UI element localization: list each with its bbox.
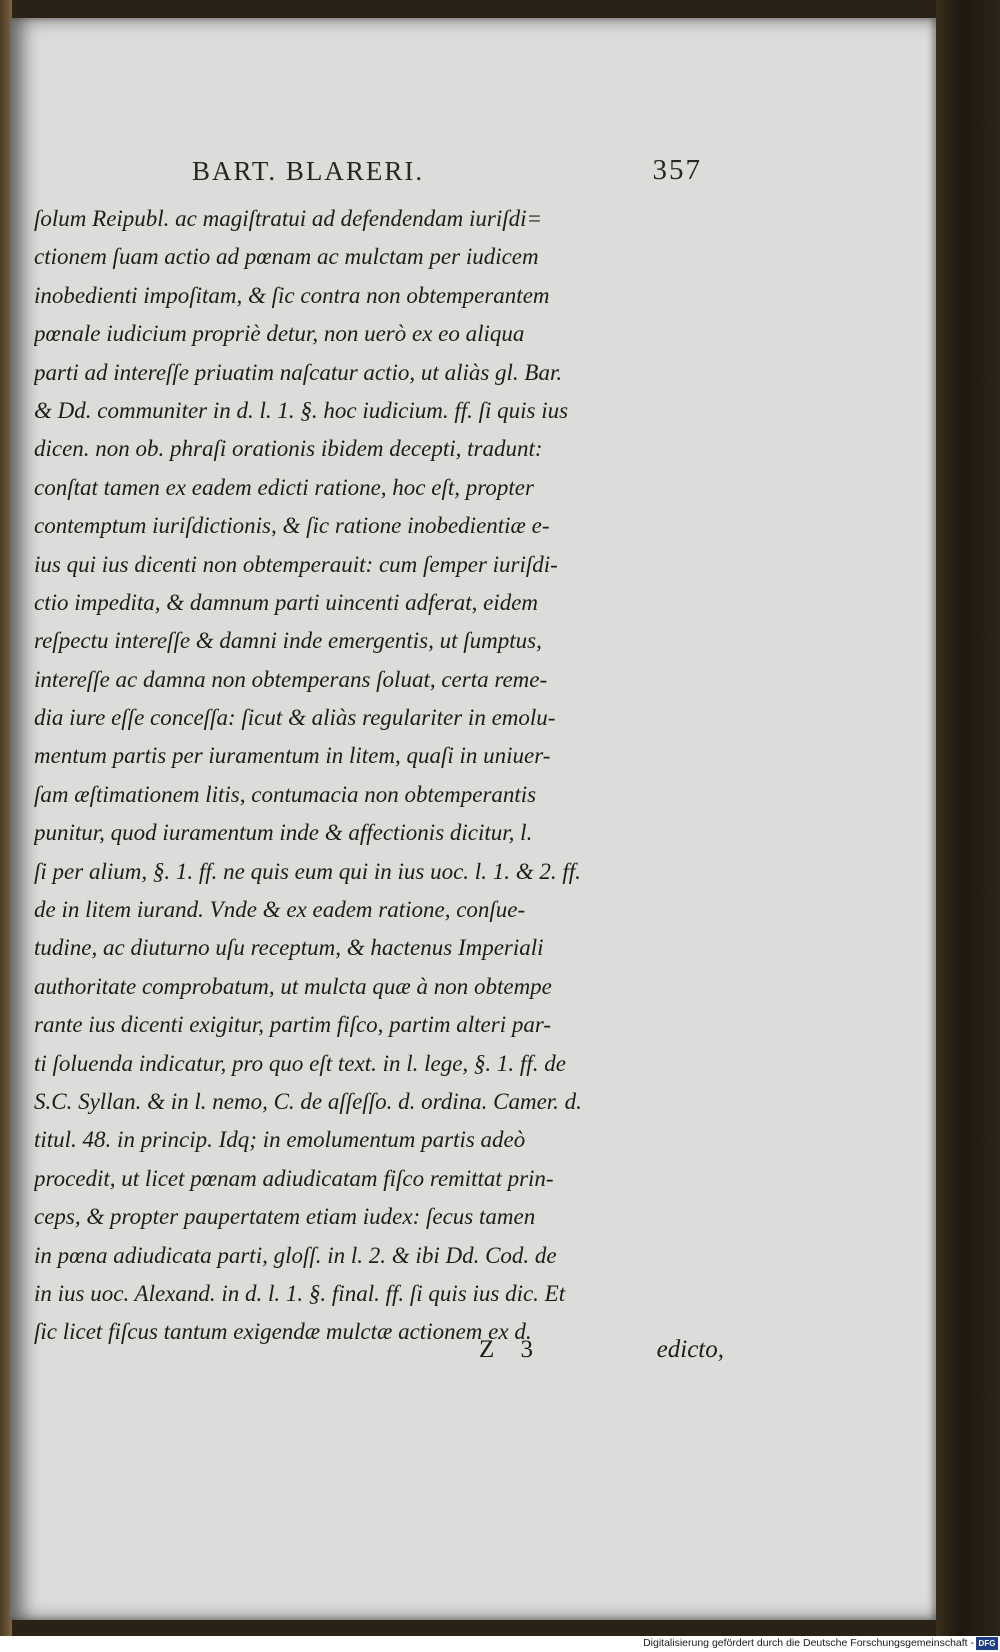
text-line: ſam æſtimationem litis, contumacia non obtemperantis xyxy=(34,781,537,807)
text-line: ceps, & propter paupertatem etiam iudex: ſecus tamen xyxy=(34,1204,536,1230)
page-number: 357 xyxy=(652,154,702,186)
text-line: dicen. non ob. phraſi orationis ibidem decepti, tradunt: xyxy=(34,436,543,462)
binding-edge-right xyxy=(936,0,1000,1636)
signature-mark: Z 3 xyxy=(479,1336,544,1363)
text-line: pœnale iudicium propriè detur, non uerò ex eo aliqua xyxy=(34,321,525,347)
text-line: mentum partis per iuramentum in litem, quaſi in uniuer- xyxy=(34,743,551,769)
text-line: conſtat tamen ex eadem edicti ratione, hoc eſt, propter xyxy=(34,474,534,500)
text-line: ius qui ius dicenti non obtemperauit: cum ſemper iuriſdi- xyxy=(34,551,558,577)
text-line: contemptum iuriſdictionis, & ſic ratione inobedientiæ e- xyxy=(34,513,550,539)
text-line: rante ius dicenti exigitur, partim fiſco, partim alteri par- xyxy=(34,1012,552,1038)
text-line: ctionem ſuam actio ad pœnam ac mulctam per iudicem xyxy=(34,244,539,270)
text-line: ſi per alium, §. 1. ff. ne quis eum qui in ius uoc. l. 1. & 2. ff. xyxy=(34,858,581,884)
catchword: edicto, xyxy=(656,1336,724,1363)
text-line: tudine, ac diuturno uſu receptum, & hactenus Imperiali xyxy=(34,935,544,961)
text-line: intereſſe ac damna non obtemperans ſoluat, certa reme- xyxy=(34,666,548,692)
text-line: reſpectu intereſſe & damni inde emergentis, ut ſumptus, xyxy=(34,628,542,654)
running-head: BART. BLARERI. xyxy=(192,156,425,186)
text-line: ti ſoluenda indicatur, pro quo eſt text. in l. lege, §. 1. ff. de xyxy=(34,1050,566,1076)
text-line: de in litem iurand. Vnde & ex eadem ratione, conſue- xyxy=(34,897,526,923)
body-text xyxy=(34,200,724,1352)
text-line: procedit, ut licet pœnam adiudicatam fiſco remittat prin- xyxy=(34,1165,554,1191)
text-line: inobedienti impoſitam, & ſic contra non obtemperantem xyxy=(34,282,550,308)
text-line: parti ad intereſſe priuatim naſcatur actio, ut aliàs gl. Bar. xyxy=(34,359,563,385)
text-line: punitur, quod iuramentum inde & affectionis dicitur, l. xyxy=(34,820,533,846)
page-header xyxy=(192,150,702,194)
text-line: ſic licet fiſcus tantum exigendæ mulctæ actionem ex d. xyxy=(34,1319,532,1345)
text-line: ſolum Reipubl. ac magiſtratui ad defendendam iuriſdi= xyxy=(34,206,543,231)
book-page xyxy=(10,18,936,1620)
funding-credit-bar xyxy=(0,1636,1000,1652)
text-line: ctio impedita, & damnum parti uincenti adferat, eidem xyxy=(34,589,539,615)
text-line: authoritate comprobatum, ut mulcta quæ à non obtempe xyxy=(34,973,552,999)
funding-credit: Digitalisierung gefördert durch die Deutsche Forschungsgemeinschaft - xyxy=(643,1637,974,1649)
text-line: in pœna adiudicata parti, gloſſ. in l. 2. & ibi Dd. Cod. de xyxy=(34,1242,557,1268)
text-line: dia iure eſſe conceſſa: ſicut & aliàs regulariter in emolu- xyxy=(34,705,556,731)
dfg-logo: DFG xyxy=(976,1637,998,1650)
text-line: & Dd. communiter in d. l. 1. §. hoc iudicium. ff. ſi quis ius xyxy=(34,397,569,423)
text-line: in ius uoc. Alexand. in d. l. 1. §. final. ff. ſi quis ius dic. Et xyxy=(34,1280,566,1306)
text-line: titul. 48. in princip. Idq; in emolumentum partis adeò xyxy=(34,1127,526,1153)
page-footer xyxy=(34,1336,724,1376)
text-line: S.C. Syllan. & in l. nemo, C. de aſſeſſo. d. ordina. Camer. d. xyxy=(34,1088,582,1114)
